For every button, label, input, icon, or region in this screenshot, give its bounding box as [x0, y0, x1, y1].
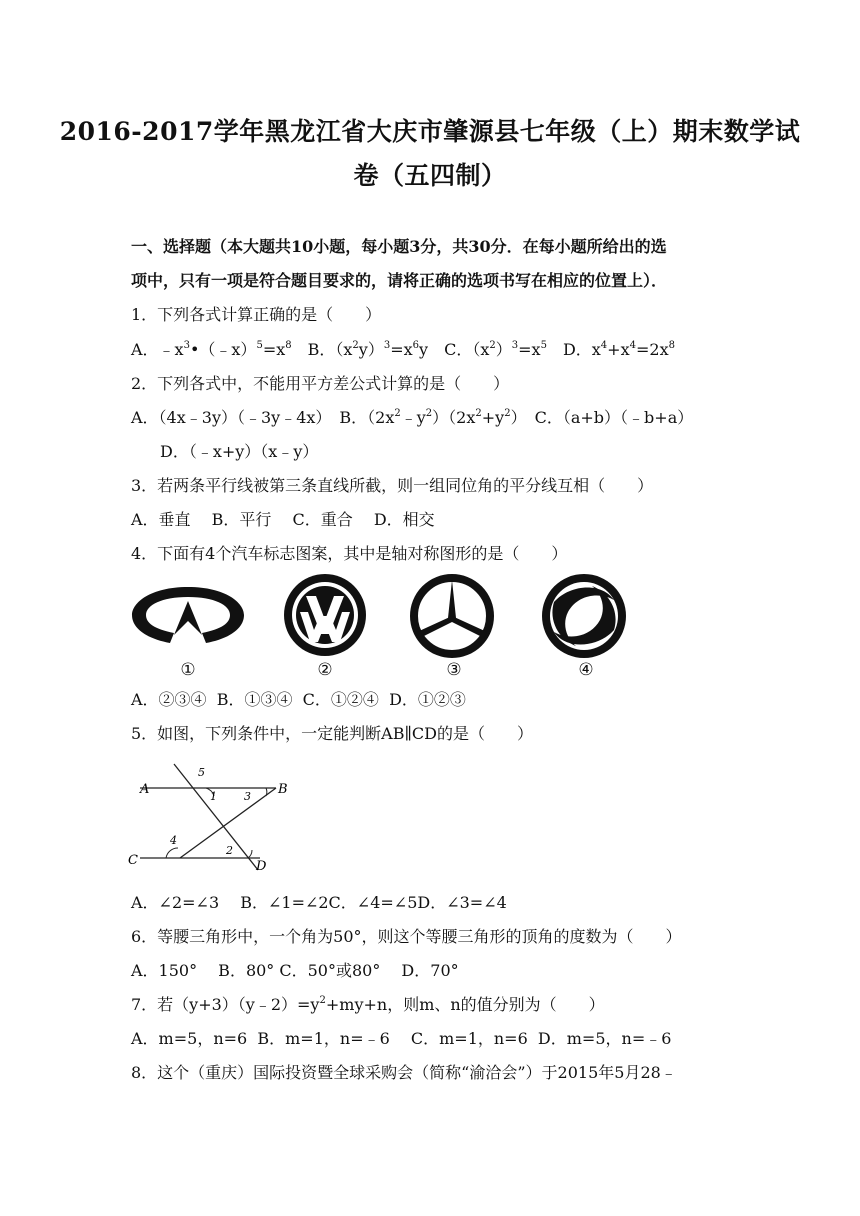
figure-angle-1: 1 [210, 790, 217, 803]
q2-option-c: C．（a+b）（﹣b+a） [518, 408, 694, 427]
figure-label-b: B [278, 782, 288, 797]
logo-label-3: ③ [446, 660, 462, 680]
q2-option-a: A．（4x﹣3y）（﹣3y﹣4x） [131, 408, 324, 427]
question-6-stem: 6．等腰三角形中，一个角为50°，则这个等腰三角形的顶角的度数为（ ） [131, 927, 682, 946]
car-logo-infiniti-icon [130, 585, 246, 645]
q1-option-c: C．$(x^2)^3=x^5$ [428, 340, 547, 359]
q2-option-d: D．（﹣x+y）（x﹣y） [160, 442, 319, 461]
question-5-options: A．∠2=∠3 B．∠1=∠2C．∠4=∠5D．∠3=∠4 [131, 893, 507, 912]
figure-angle-3: 3 [244, 790, 251, 803]
question-5-stem: 5．如图，下列条件中，一定能判断AB∥CD的是（ ） [131, 724, 533, 743]
car-logo-mercedes-icon [408, 572, 496, 660]
logo-label-4: ④ [578, 660, 594, 680]
question-4-stem: 4．下面有4个汽车标志图案，其中是轴对称图形的是（ ） [131, 544, 568, 563]
question-8-stem: 8．这个（重庆）国际投资暨全球采购会（简称“渝洽会”）于2015年5月28﹣ [131, 1063, 677, 1082]
question-2-stem: 2．下列各式中，不能用平方差公式计算的是（ ） [131, 374, 510, 393]
question-3-stem: 3．若两条平行线被第三条直线所截，则一组同位角的平分线互相（ ） [131, 476, 654, 495]
q1-option-d: D．$x^4+x^4=2x^8$ [546, 340, 675, 359]
figure-label-c: C [128, 853, 138, 868]
section-heading-line-1: 一、选择题（本大题共10小题，每小题3分，共30分．在每小题所给出的选 [131, 237, 667, 256]
figure-label-d: D [256, 859, 267, 874]
question-2-options [131, 405, 693, 428]
page-title-line-2: 卷（五四制） [353, 161, 507, 190]
page-title-line-1: 2016-2017学年黑龙江省大庆市肇源县七年级（上）期末数学试 [59, 117, 801, 146]
car-logo-dongfeng-icon [540, 572, 628, 660]
question-3-options: A．垂直 B．平行 C．重合 D．相交 [131, 510, 435, 529]
question-4-options: A．②③④ B．①③④ C．①②④ D．①②③ [131, 690, 466, 709]
q1-option-a: A．$﹣x^3•(﹣x)^5=x^8$ [131, 340, 292, 359]
q1-option-b: B．$(x^2y)^3=x^6y$ [291, 340, 429, 359]
section-heading-line-2: 项中，只有一项是符合题目要求的，请将正确的选项书写在相应的位置上）． [131, 271, 668, 290]
question-7-stem: 7．若$(y+3)(y﹣2)=y^2+my+n$，则m、n的值分别为（ ） [131, 995, 605, 1014]
figure-angle-5: 5 [198, 766, 205, 779]
logo-label-2: ② [317, 660, 333, 680]
parallel-lines-figure [126, 760, 286, 874]
figure-angle-4: 4 [170, 834, 177, 847]
q2-option-b: B．$(2x^2﹣y^2)(2x^2+y^2)$ [323, 408, 519, 427]
logo-label-1: ① [180, 660, 196, 680]
question-6-options: A．150° B．80° C．50°或80° D．70° [131, 961, 459, 980]
question-1-stem: 1．下列各式计算正确的是（ ） [131, 305, 382, 324]
question-1-options [131, 337, 675, 360]
question-7-options: A．m=5，n=6 B．m=1，n=﹣6 C．m=1，n=6 D．m=5，n=﹣6 [131, 1029, 672, 1048]
car-logo-volkswagen-icon [282, 572, 368, 658]
figure-angle-2: 2 [226, 844, 233, 857]
figure-label-a: A [140, 782, 150, 797]
